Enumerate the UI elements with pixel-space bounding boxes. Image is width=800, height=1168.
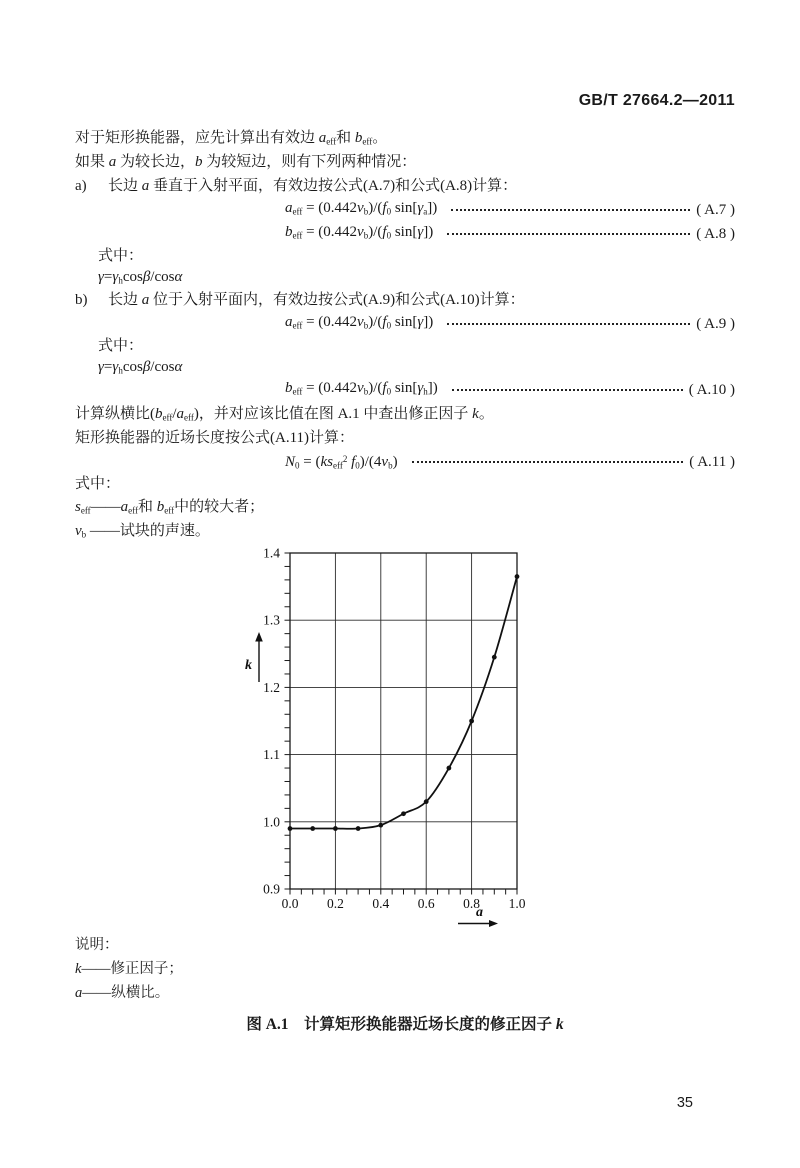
x-tick-label: 0.8 xyxy=(463,896,481,911)
list-item-a-label: a) xyxy=(75,178,87,194)
k-curve xyxy=(290,577,517,829)
paragraph-aspect-ratio: 计算纵横比$(b_{eff}/a_{eff})$，并对应该比值在图 A.1 中查出修正因子 k。 xyxy=(75,406,494,423)
where-label-2: 式中： xyxy=(98,338,144,354)
correction-factor-chart-svg xyxy=(232,545,544,927)
data-point xyxy=(333,826,338,831)
paragraph-near-field: 矩形换能器的近场长度按公式(A.11)计算： xyxy=(75,430,355,446)
x-axis-label: a xyxy=(476,905,483,920)
list-item-a-text: 长边 a 垂直于入射平面，有效边按公式(A.7)和公式(A.8)计算： xyxy=(108,178,518,194)
definition-vb: $v_b$ ——试块的声速。 xyxy=(75,523,210,540)
data-point xyxy=(492,655,497,660)
where-label-1: 式中： xyxy=(98,248,144,264)
figure-a1 xyxy=(232,545,544,929)
data-point xyxy=(310,826,315,831)
dot-leader xyxy=(452,389,683,391)
document-header xyxy=(75,92,735,114)
data-point xyxy=(401,811,406,816)
x-tick-label: 1.0 xyxy=(508,896,526,911)
y-tick-label: 1.0 xyxy=(263,814,280,830)
x-tick-label: 0.2 xyxy=(326,896,344,911)
data-point xyxy=(469,719,474,724)
page-footer xyxy=(75,1095,735,1111)
equation-a7-number: ( A.7 ) xyxy=(696,202,735,218)
equation-a10-number: ( A.10 ) xyxy=(688,382,735,398)
y-tick-label: 1.4 xyxy=(263,545,280,561)
equation-a10-formula: $b_{eff} = (0.442v_b)/(f_0$ $\sin[\gamma_h]$) xyxy=(285,380,438,397)
y-tick-label: 1.2 xyxy=(263,679,280,695)
paragraph-intro-2: 如果 a 为较长边，b 为较短边，则有下列两种情况： xyxy=(75,154,417,170)
figure-a1-chart xyxy=(232,545,544,932)
where-label-3: 式中： xyxy=(75,476,121,492)
data-point xyxy=(515,574,520,579)
definition-seff: $s_{eff}——a_{eff}$和 $b_{eff}$中的较大者； xyxy=(75,499,265,516)
data-point xyxy=(356,826,361,831)
list-item-b-label: b) xyxy=(75,292,88,308)
list-item-b xyxy=(75,288,735,312)
x-tick-label: 0.4 xyxy=(372,896,390,911)
equation-a8-formula: $b_{eff} = (0.442v_b)/(f_0$ sin[γ]) xyxy=(285,224,434,241)
data-point xyxy=(447,766,452,771)
equation-a11 xyxy=(75,450,735,474)
equation-a11-formula: $N_0 = (ks_{eff}^2$ $f_0)/(4v_b)$ xyxy=(285,453,398,471)
y-tick-label: 1.3 xyxy=(263,612,280,628)
legend-item-a: a——纵横比。 xyxy=(75,985,170,1001)
list-item-b-text: 长边 a 位于入射平面内，有效边按公式(A.9)和公式(A.10)计算： xyxy=(108,292,525,308)
y-tick-label: 1.1 xyxy=(263,747,280,763)
body-text xyxy=(75,126,735,543)
dot-leader xyxy=(412,461,684,463)
paragraph-intro-1: 对于矩形换能器，应先计算出有效边 $a_{eff}$和 $b_{eff}$。 xyxy=(75,130,388,147)
equation-a7-formula: $a_{eff} = (0.442v_b)/(f_0$ $\sin[\gamma_a]$) xyxy=(285,200,438,217)
page-number: 35 xyxy=(676,1095,693,1111)
dot-leader xyxy=(451,209,690,211)
standard-number: GB/T 27664.2—2011 xyxy=(578,92,735,109)
equation-a10 xyxy=(75,378,735,402)
data-point xyxy=(288,826,293,831)
gamma-definition-2: $\gamma=\gamma_h\cos\beta$/cosα xyxy=(98,359,183,376)
equation-a9-number: ( A.9 ) xyxy=(696,316,735,332)
up-arrowhead-icon xyxy=(255,632,263,642)
right-arrowhead-icon xyxy=(489,920,498,927)
y-tick-label: 0.9 xyxy=(263,881,280,897)
chart-border xyxy=(290,553,517,889)
equation-a9 xyxy=(75,312,735,336)
gamma-definition-1: $\gamma=\gamma_h\cos\beta$/cosα xyxy=(98,269,183,286)
legend-item-k: k——修正因子； xyxy=(75,961,183,977)
data-point xyxy=(424,799,429,804)
figure-legend xyxy=(75,933,735,1005)
equation-a9-formula: $a_{eff} = (0.442v_b)/(f_0$ sin[γ]) xyxy=(285,314,434,331)
equation-a11-number: ( A.11 ) xyxy=(689,454,735,470)
equation-a8 xyxy=(75,222,735,246)
figure-caption: 图 A.1 计算矩形换能器近场长度的修正因子 k xyxy=(246,1016,564,1033)
legend-title: 说明： xyxy=(75,937,119,953)
dot-leader xyxy=(447,323,690,325)
y-axis-label: k xyxy=(245,658,252,673)
chart-tick-labels xyxy=(263,546,526,912)
x-tick-label: 0.0 xyxy=(281,896,299,911)
x-tick-label: 0.6 xyxy=(417,896,435,911)
chart-minor-ticks xyxy=(285,553,518,895)
dot-leader xyxy=(447,233,690,235)
chart-grid xyxy=(290,553,517,889)
equation-a7 xyxy=(75,198,735,222)
list-item-a xyxy=(75,174,735,198)
equation-a8-number: ( A.8 ) xyxy=(696,226,735,242)
data-point xyxy=(378,823,383,828)
